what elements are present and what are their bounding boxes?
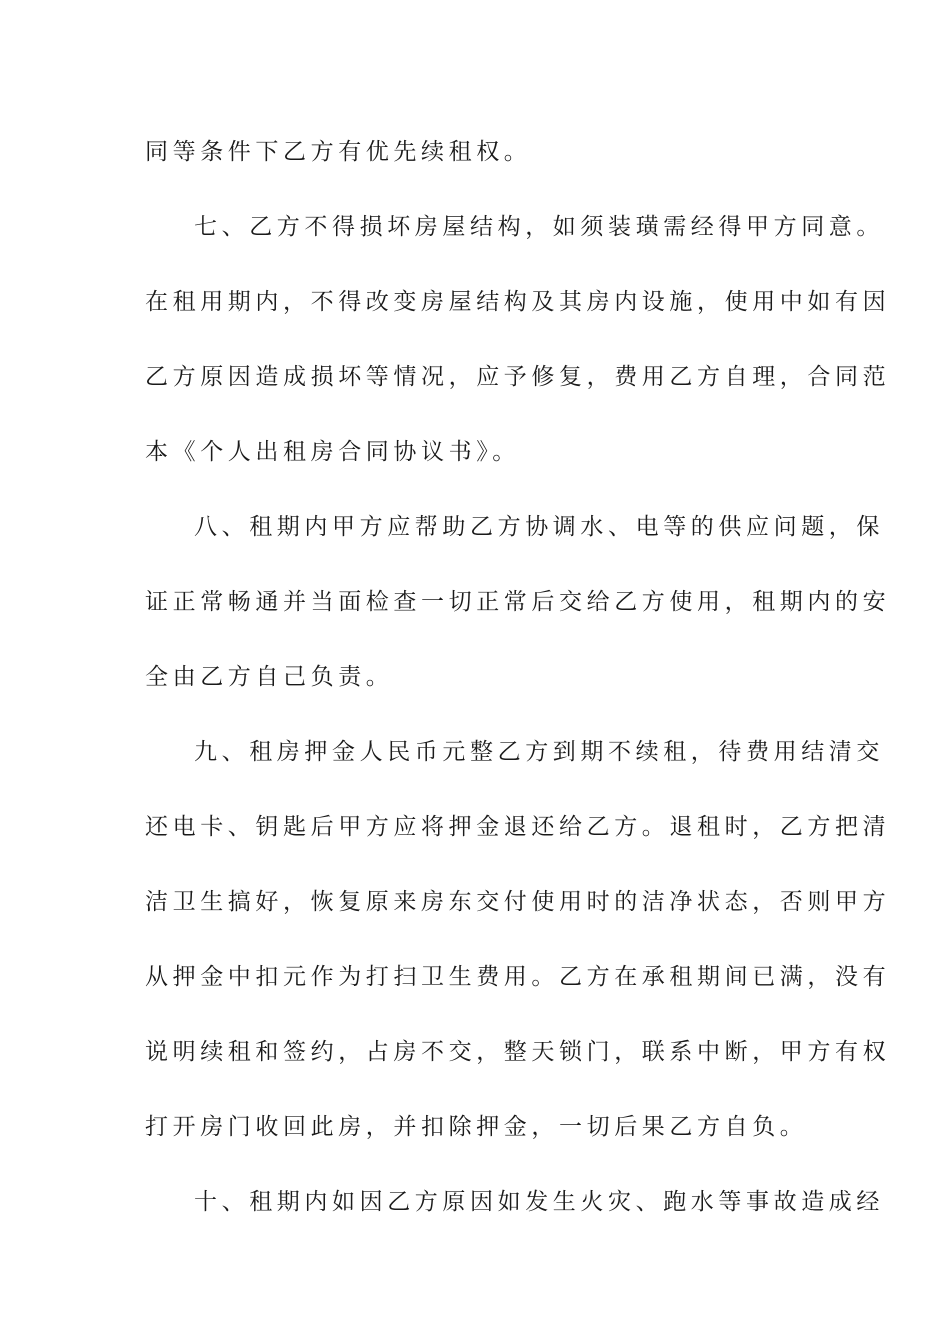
clause-8-heading-line: 八、租期内甲方应帮助乙方协调水、电等的供应问题，保 (194, 514, 884, 540)
text-line: 本《个人出租房合同协议书》。 (145, 439, 520, 465)
text-line: 打开房门收回此房，并扣除押金，一切后果乙方自负。 (145, 1114, 808, 1140)
text-line: 同等条件下乙方有优先续租权。 (145, 139, 532, 165)
text-line: 还电卡、钥匙后甲方应将押金退还给乙方。退租时，乙方把清 (145, 814, 891, 840)
text-line: 乙方原因造成损坏等情况，应予修复，费用乙方自理，合同范 (145, 364, 891, 390)
clause-7-heading-line: 七、乙方不得损坏房屋结构，如须装璜需经得甲方同意。 (194, 214, 884, 240)
text-line: 证正常畅通并当面检查一切正常后交给乙方使用，租期内的安 (145, 589, 891, 615)
text-line: 说明续租和签约，占房不交，整天锁门，联系中断，甲方有权 (145, 1039, 891, 1065)
text-line: 在租用期内，不得改变房屋结构及其房内设施，使用中如有因 (145, 289, 891, 315)
text-line: 洁卫生搞好，恢复原来房东交付使用时的洁净状态，否则甲方 (145, 889, 891, 915)
clause-9-heading-line: 九、租房押金人民币元整乙方到期不续租，待费用结清交 (194, 739, 884, 765)
clause-10-heading-line: 十、租期内如因乙方原因如发生火灾、跑水等事故造成经 (194, 1189, 884, 1215)
text-line: 全由乙方自己负责。 (145, 664, 394, 690)
text-line: 从押金中扣元作为打扫卫生费用。乙方在承租期间已满，没有 (145, 964, 891, 990)
